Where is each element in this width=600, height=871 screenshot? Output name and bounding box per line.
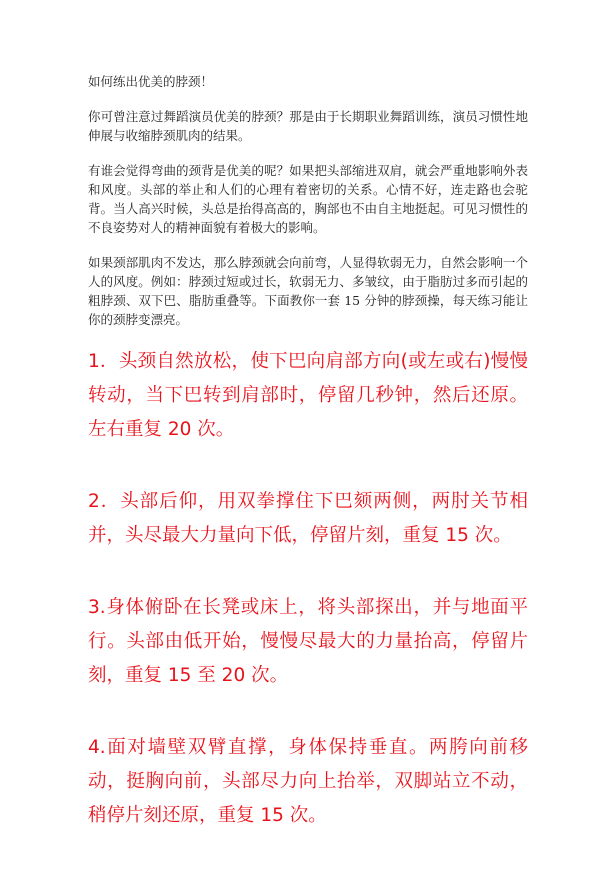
exercise-step-1: 1．头颈自然放松，使下巴向肩部方向(或左或右)慢慢转动，当下巴转到肩部时，停留几秒钟，然后还原。左右重复 20 次。	[88, 351, 528, 440]
exercise-step-2: 2．头部后仰，用双拳撑住下巴颏两侧，两肘关节相并，头尽最大力量向下低，停留片刻，重复 15 次。	[88, 491, 528, 546]
document-title: 如何练出优美的脖颈！	[88, 74, 214, 89]
exercise-step-4: 4.面对墙壁双臂直撑，身体保持垂直。两胯向前移动，挺胸向前，头部尽力向上抬举，双脚站立不动，稍停片刻还原，重复 15 次。	[88, 737, 528, 826]
intro-section	[88, 72, 528, 329]
intro-paragraph-1: 你可曾注意过舞蹈演员优美的脖颈？那是由于长期职业舞蹈训练，演员习惯性地伸展与收缩脖颈肌肉的结果。	[88, 109, 528, 143]
intro-paragraph-3: 如果颈部肌肉不发达，那么脖颈就会向前弯，人显得软弱无力，自然会影响一个人的风度。例如：脖颈过短或过长，软弱无力、多皱纹，由于脂肪过多而引起的粗脖颈、双下巴、脂肪重叠等。下面教你一套 15 分钟的脖颈操，每天练习能让你的颈脖变漂亮。	[88, 255, 528, 327]
exercise-steps	[88, 345, 528, 833]
exercise-step-3: 3.身体俯卧在长凳或床上，将头部探出，并与地面平行。头部由低开始，慢慢尽最大的力量抬高，停留片刻，重复 15 至 20 次。	[88, 597, 528, 686]
document-content	[88, 72, 528, 871]
intro-paragraph-2: 有谁会觉得弯曲的颈背是优美的呢？如果把头部缩进双肩，就会严重地影响外表和风度。头部的举止和人们的心理有着密切的关系。心情不好，连走路也会驼背。当人高兴时候，头总是抬得高高的，胸部也不由自主地挺起。可见习惯性的不良姿势对人的精神面貌有着极大的影响。	[88, 163, 528, 235]
